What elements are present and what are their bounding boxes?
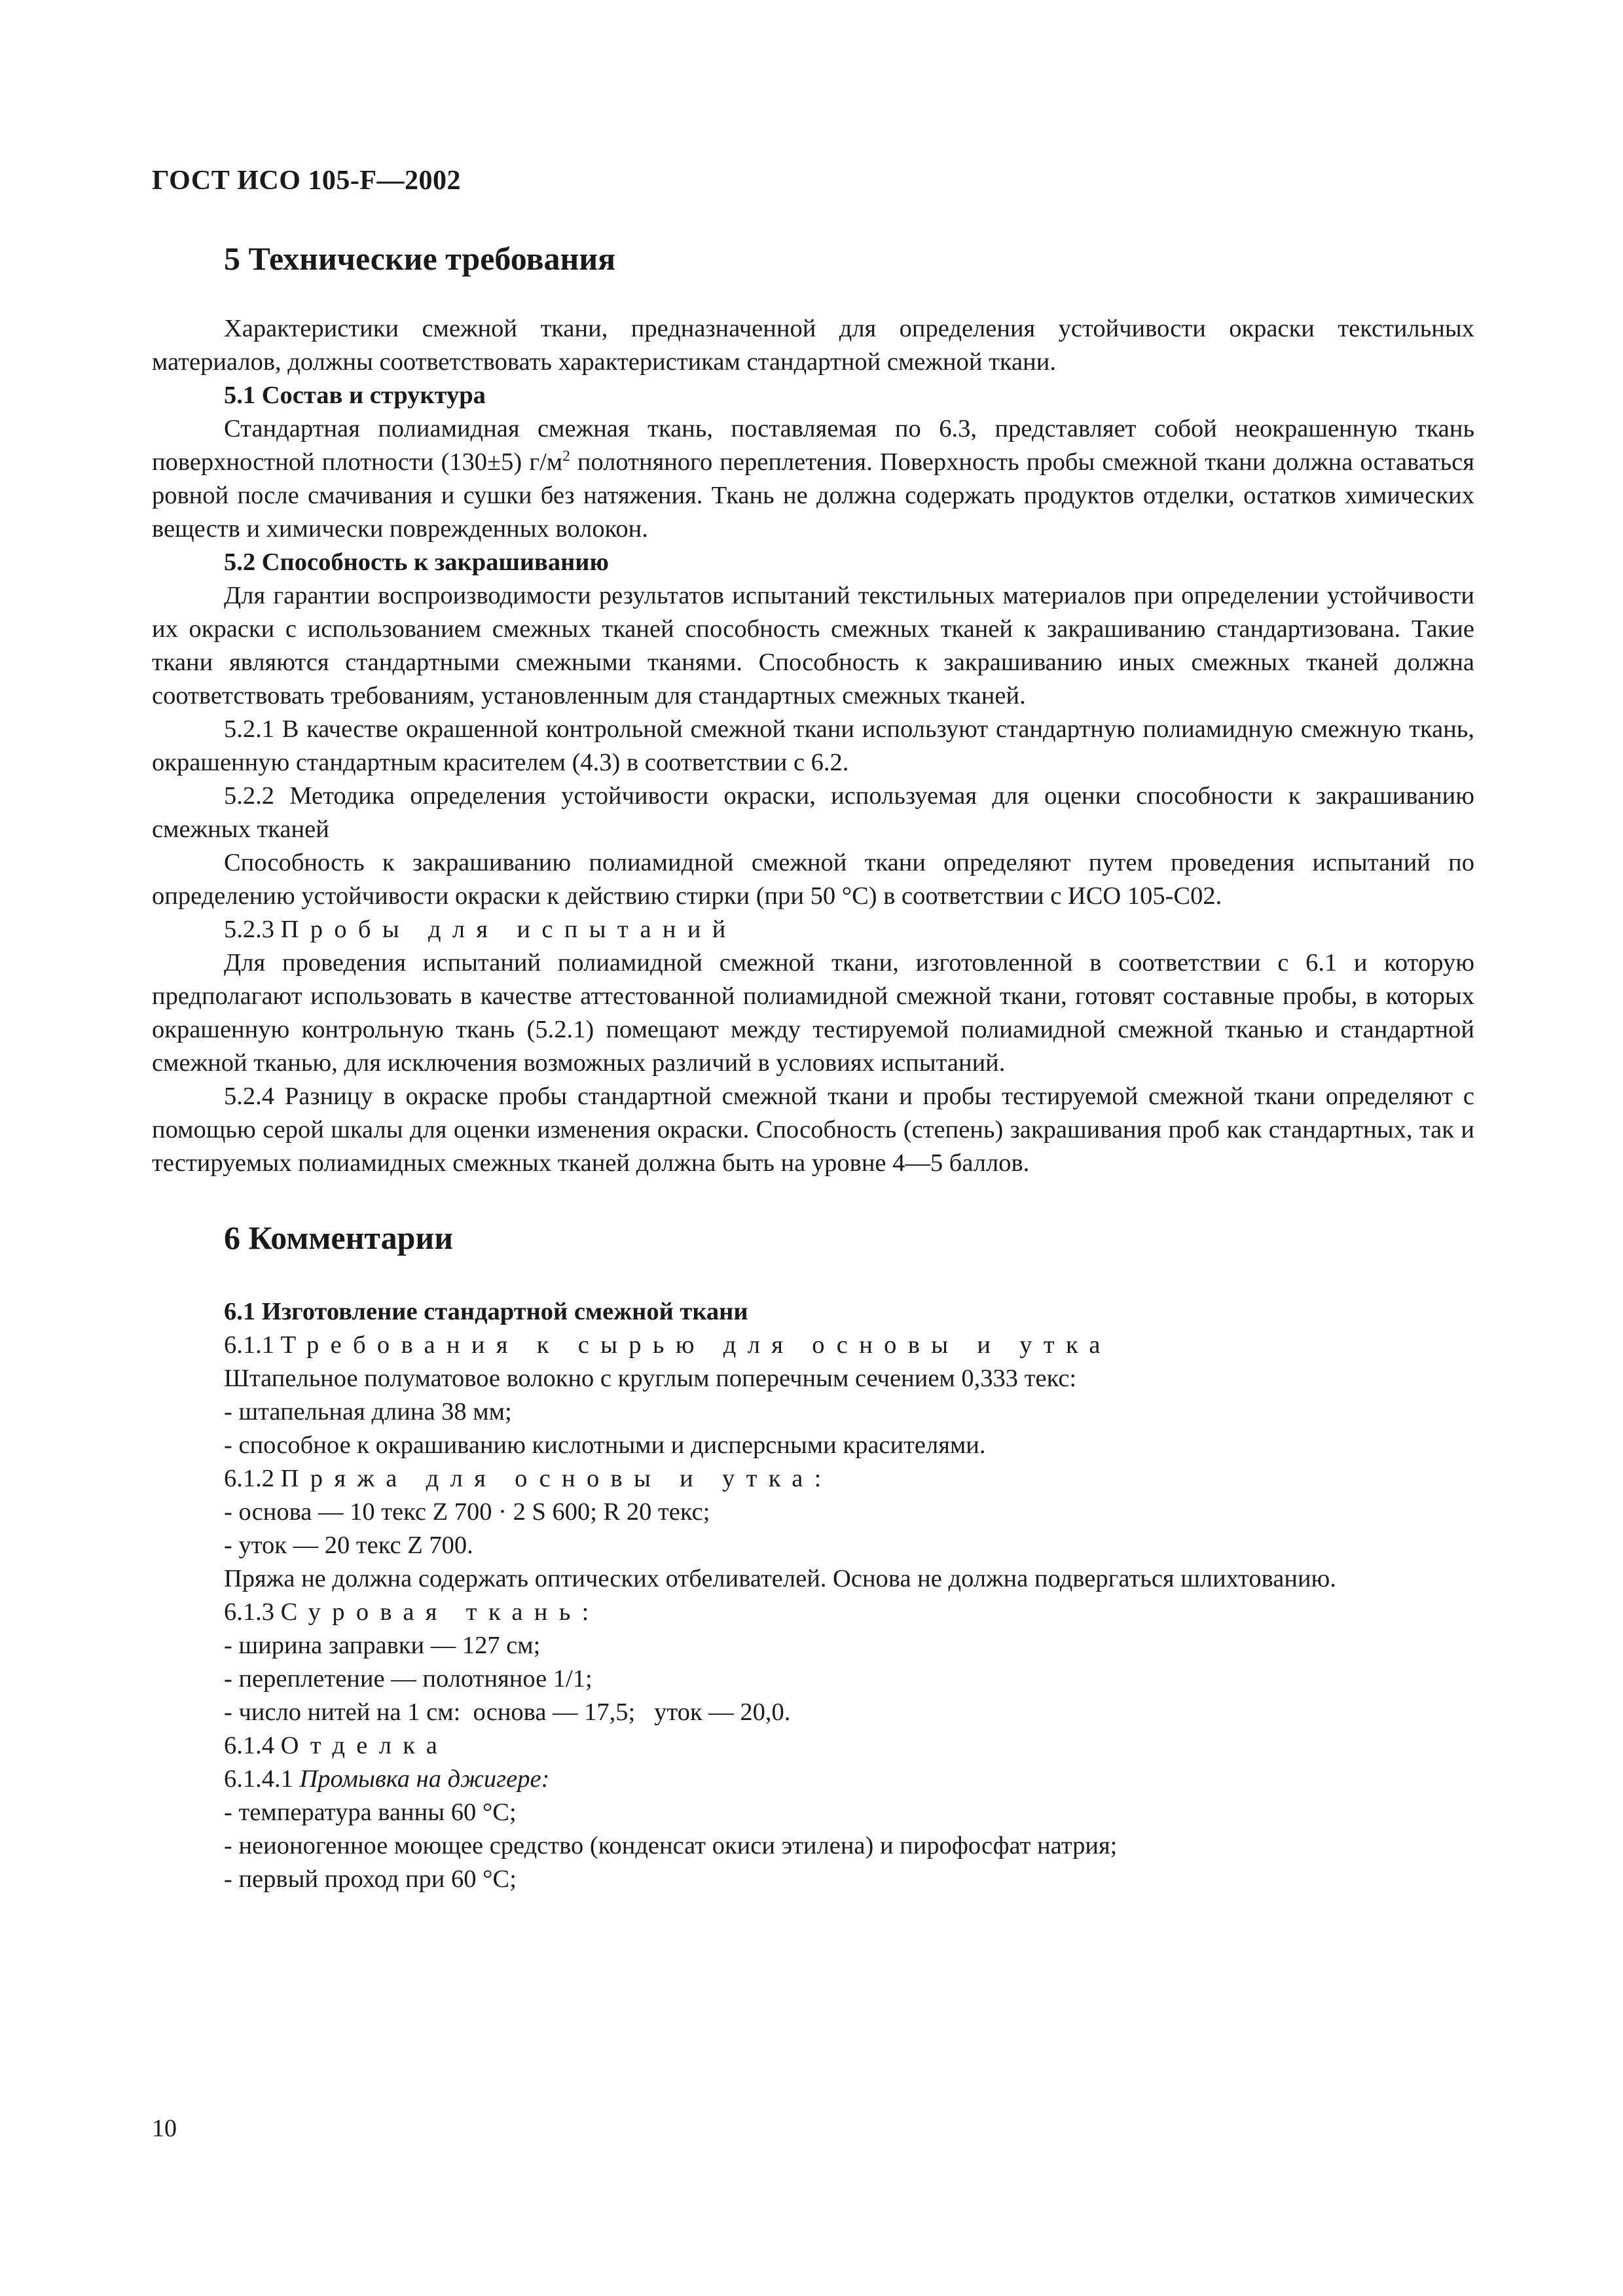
section-5-2-title: 5.2 Способность к закрашиванию: [224, 548, 609, 576]
list-item: - способное к окрашиванию кислотными и дисперсными красителями.: [224, 1431, 986, 1459]
section-5-intro: Характеристики смежной ткани, предназначенной для определения устойчивости окраски текстильных материалов, должны соответствовать характеристикам стандартной смежной ткани.: [152, 315, 1474, 376]
section-6-1-3-heading: 6.1.3 Суровая ткань:: [224, 1598, 600, 1626]
section-6-1-1-text: Штапельное полуматовое волокно с круглым поперечным сечением 0,333 текс:: [224, 1365, 1077, 1392]
section-5-2-1-text: 5.2.1 В качестве окрашенной контрольной смежной ткани используют стандартную полиамидную смежную ткань, окрашенную стандартным красителем (4.3) в соответствии с 6.2.: [152, 715, 1474, 776]
document-code-header: ГОСТ ИСО 105-F—2002: [152, 166, 462, 196]
section-5-1-title: 5.1 Состав и структура: [224, 382, 486, 409]
list-item: - первый проход при 60 °С;: [224, 1865, 517, 1893]
list-item: - неионогенное моющее средство (конденсат окиси этилена) и пирофосфат натрия;: [224, 1832, 1118, 1859]
section-6-1-2-text: Пряжа не должна содержать оптических отбеливателей. Основа не должна подвергаться шлихтованию.: [224, 1565, 1336, 1592]
section-6-1-title: 6.1 Изготовление стандартной смежной ткани: [224, 1298, 748, 1325]
section-5-1-text: Стандартная полиамидная смежная ткань, поставляемая по 6.3, представляет собой неокрашенную ткань поверхностной плотности (130±5) $г/м^2$ полотняного переплетения. Поверхность пробы смежной ткани должна оставаться ровной после смачивания и сушки без натяжения. Ткань не должна содержать продуктов отделки, остатков химических веществ и химически поврежденных волокон.: [152, 415, 1474, 543]
section-5-2-3-heading: 5.2.3 Пробы для испытаний: [224, 916, 737, 943]
section-5-2-4-text: 5.2.4 Разницу в окраске пробы стандартной смежной ткани и пробы тестируемой смежной ткани определяют с помощью серой шкалы для оценки изменения окраски. Способность (степень) закрашивания проб как стандартных, так и тестируемых полиамидных смежных тканей должна быть на уровне 4—5 баллов.: [152, 1083, 1474, 1177]
section-5-2-2-heading: 5.2.2 Методика определения устойчивости окраски, используемая для оценки способности к закрашиванию смежных тканей: [152, 782, 1474, 843]
section-6-1-1-heading: 6.1.1 Требования к сырью для основы и утка: [224, 1331, 1112, 1359]
list-item: - уток — 20 текс Z 700.: [224, 1532, 473, 1559]
list-item: - температура ванны 60 °С;: [224, 1799, 517, 1826]
page-number: 10: [152, 2115, 177, 2142]
section-5-2-2-text: Способность к закрашиванию полиамидной смежной ткани определяют путем проведения испытаний по определению устойчивости окраски к действию стирки (при 50 °С) в соответствии с ИСО 105-С02.: [152, 849, 1474, 910]
section-5-2-3-text: Для проведения испытаний полиамидной смежной ткани, изготовленной в соответствии с 6.1 и которую предполагают использовать в качестве аттестованной полиамидной смежной ткани, готовят составные пробы, в которых окрашенную контрольную ткань (5.2.1) помещают между тестируемой полиамидной смежной тканью и стандартной смежной тканью, для исключения возможных различий в условиях испытаний.: [152, 949, 1474, 1077]
list-item: - число нитей на 1 см: основа — 17,5; уток — 20,0.: [224, 1698, 791, 1726]
list-item: - переплетение — полотняное 1/1;: [224, 1665, 593, 1693]
section-6-title: 6 Комментарии: [224, 1219, 454, 1256]
superscript-2: 2: [562, 447, 570, 465]
section-6-1-4-1-heading: 6.1.4.1 Промывка на джигере:: [224, 1765, 550, 1793]
section-6-1-2-heading: 6.1.2 Пряжа для основы и утка:: [224, 1465, 833, 1492]
list-item: - основа — 10 текс Z 700 · 2 S 600; R 20 текс;: [224, 1498, 710, 1526]
section-6-1-4-heading: 6.1.4 Отделка: [224, 1732, 449, 1759]
list-item: - штапельная длина 38 мм;: [224, 1398, 512, 1426]
section-5-2-text: Для гарантии воспроизводимости результатов испытаний текстильных материалов при определении устойчивости их окраски с использованием смежных тканей способность смежных тканей к закрашиванию стандартизована. Такие ткани являются стандартными смежными тканями. Способность к закрашиванию иных смежных тканей должна соответствовать требованиям, установленным для стандартных смежных тканей.: [152, 582, 1474, 709]
page-content: [152, 239, 1474, 1896]
section-5-title: 5 Технические требования: [224, 240, 616, 277]
list-item: - ширина заправки — 127 см;: [224, 1632, 541, 1659]
